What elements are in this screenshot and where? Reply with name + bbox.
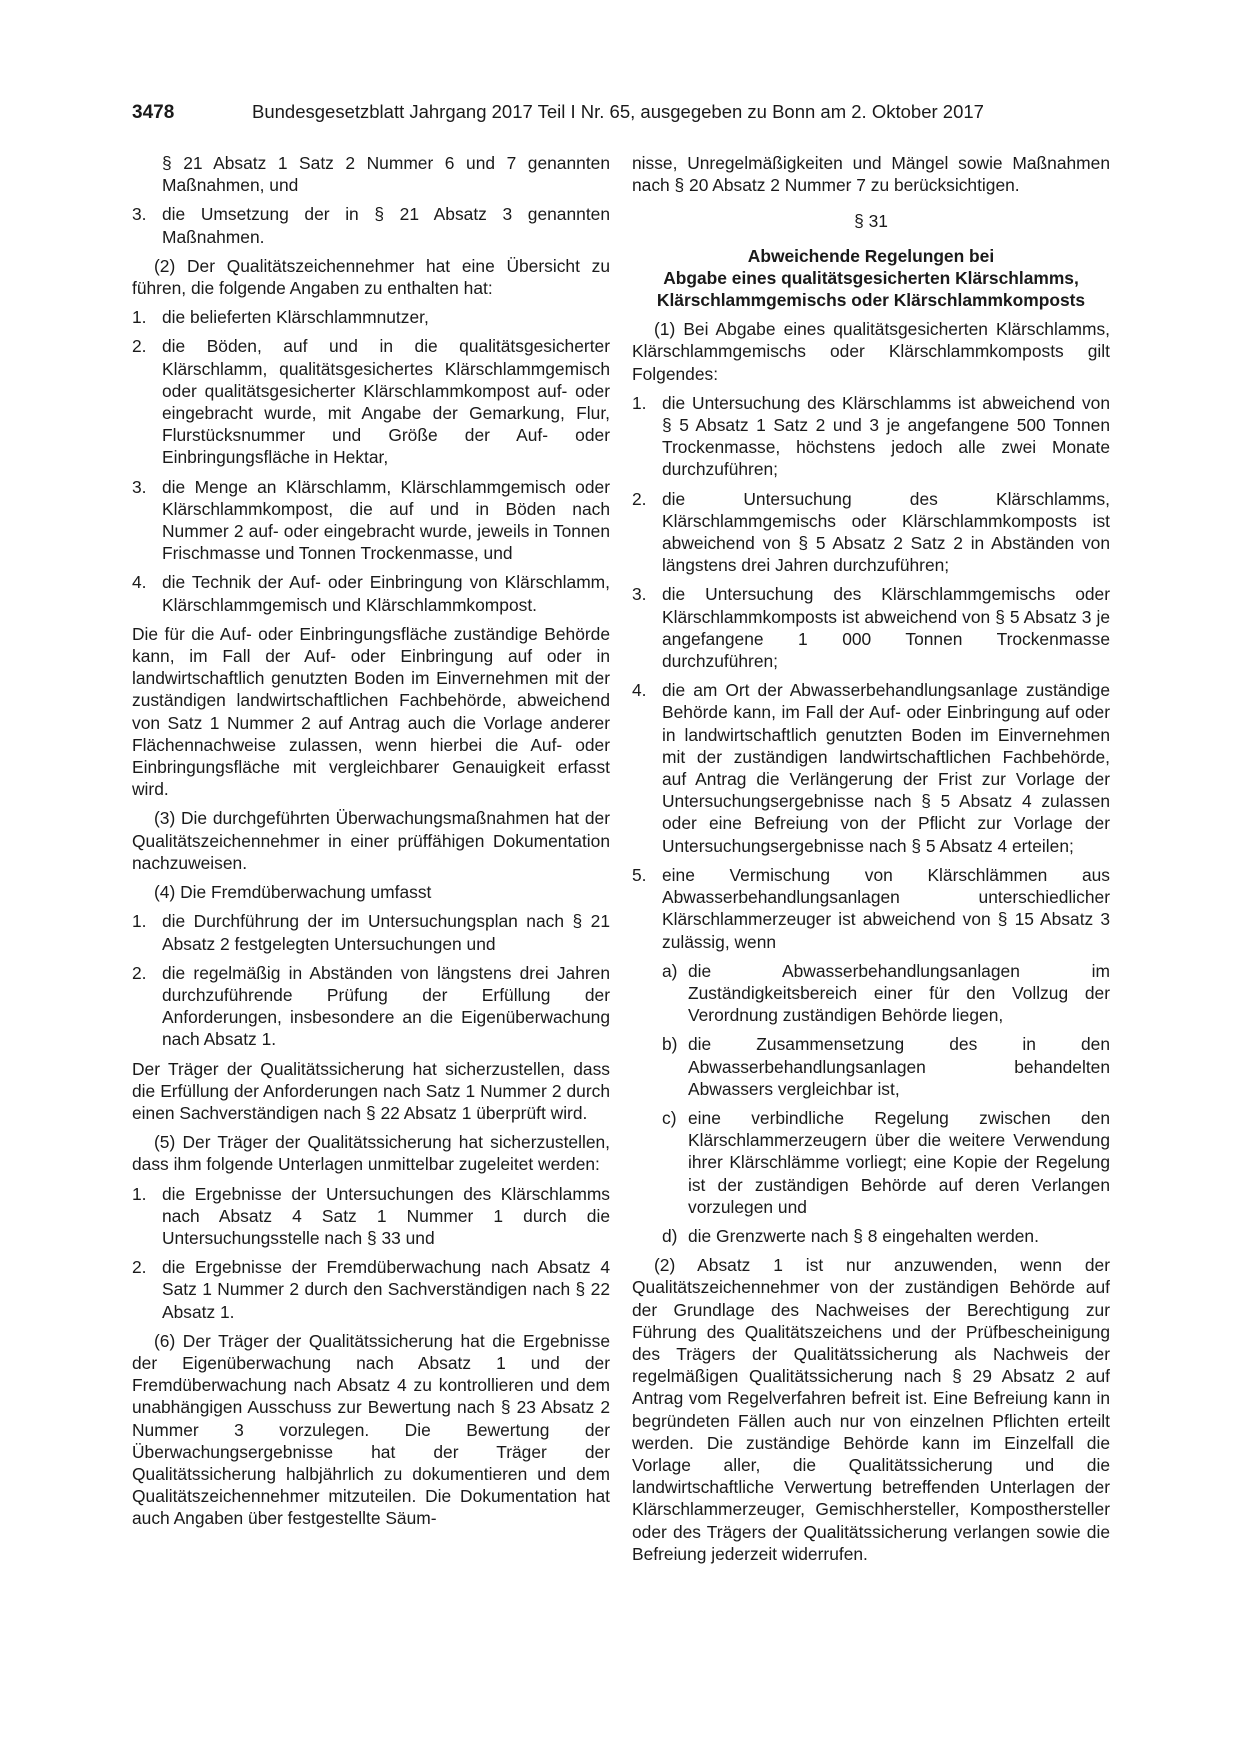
list-item <box>632 583 1110 672</box>
list-number: a) <box>662 960 678 981</box>
list-number: 3. <box>632 584 647 605</box>
list-item <box>662 1225 1110 1247</box>
list-item <box>132 203 610 247</box>
header-title: Bundesgesetzblatt Jahrgang 2017 Teil I Nr. 65, ausgegeben zu Bonn am 2. Oktober 2017 <box>252 101 984 122</box>
list-text: eine Vermischung von Klärschlämmen aus Abwasserbehandlungsanlagen unterschiedlicher Klärschlammerzeuger ist abweichend von § 15 Absatz 3 zulässig, wenn <box>662 864 1110 952</box>
paragraph-4-continuation: Der Träger der Qualitätssicherung hat sicherzustellen, dass die Erfüllung der Anforderungen nach Satz 1 Nummer 2 durch einen Sachverständigen nach § 22 Absatz 1 überprüft wird. <box>132 1058 610 1123</box>
list-text: die Abwasserbehandlungsanlagen im Zuständigkeitsbereich einer für den Vollzug der Verordnung zuständigen Behörde liegen, <box>688 960 1110 1026</box>
section-title <box>632 245 1110 312</box>
paragraph-6: (6) Der Träger der Qualitätssicherung hat die Ergebnisse der Eigenüberwachung nach Absatz 1 und der Fremdüberwachung nach Absatz 4 zu kontrollieren und dem unabhängigen Ausschuss zur Bewertung nach § 23 Absatz 2 Nummer 3 vorzulegen. Die Bewertung der Überwachungsergebnisse hat der Träger der Qualitätssicherung halbjährlich zu dokumentieren und dem Qualitätszeichennehmer mitzuteilen. Die Dokumentation hat auch Angaben über festgestellte Säum- <box>132 1330 610 1529</box>
list-text: die Menge an Klärschlamm, Klärschlammgemisch oder Klärschlammkompost, die auf und in Böden nach Nummer 2 auf- oder eingebracht wurde, jeweils in Tonnen Frischmasse und Tonnen Trockenmasse, und <box>162 476 610 564</box>
list-text: die Zusammensetzung des in den Abwasserbehandlungsanlagen behandelten Abwassers vergleichbar ist, <box>688 1034 1110 1099</box>
list-text: die Böden, auf und in die qualitätsgesicherter Klärschlamm, qualitätsgesichertes Klärschlammgemisch oder qualitätsgesicherter Klärschlammkompost auf- oder eingebracht wurde, mit Angabe der Gemarkung, Flur, Flurstücksnummer und Größe der Auf- oder Einbringungsfläche in Hektar, <box>162 336 610 468</box>
list-text: die Durchführung der im Untersuchungsplan nach § 21 Absatz 2 festgelegten Untersuchungen und <box>162 911 610 954</box>
list-paragraph-2 <box>132 306 610 616</box>
sublist-item-5 <box>632 960 1110 1247</box>
list-text: die Umsetzung der in § 21 Absatz 3 genannten Maßnahmen. <box>162 204 610 247</box>
list-text: die Untersuchung des Klärschlammgemischs oder Klärschlammkomposts ist abweichend von § 5 Absatz 3 je angefangene 1 000 Tonnen Trockenmasse durchzuführen; <box>662 584 1110 672</box>
list-item <box>632 679 1110 857</box>
list-number: 4. <box>132 572 147 593</box>
list-number: 2. <box>132 1257 147 1278</box>
list-text: die Grenzwerte nach § 8 eingehalten werden. <box>688 1225 1039 1246</box>
section-title-line: Abgabe eines qualitätsgesicherten Klärschlamms, <box>663 267 1079 288</box>
section-31-paragraph-1: (1) Bei Abgabe eines qualitätsgesicherten Klärschlamms, Klärschlammgemischs oder Klärschlammkomposts gilt Folgendes: <box>632 319 1110 384</box>
paragraph-2-continuation: Die für die Auf- oder Einbringungsfläche zuständige Behörde kann, im Fall der Auf- oder Einbringung auf oder in landwirtschaftlich genutzten Boden im Einvernehmen mit der zuständigen landwirtschaftlichen Fachbehörde, abweichend von Satz 1 Nummer 2 auf Antrag auch die Vorlage anderer Flächennachweise zulassen, wenn hierbei die Auf- oder Einbringungsfläche mit vergleichbarer Genauigkeit erfasst wird. <box>132 623 610 800</box>
continued-paragraph-text: nisse, Unregelmäßigkeiten und Mängel sowie Maßnahmen nach § 20 Absatz 2 Nummer 7 zu berücksichtigen. <box>632 153 1110 196</box>
list-number: 4. <box>632 680 647 701</box>
list-text: die Ergebnisse der Untersuchungen des Klärschlamms nach Absatz 4 Satz 1 Nummer 1 durch die Untersuchungsstelle nach § 33 und <box>162 1183 610 1248</box>
list-item <box>632 864 1110 953</box>
list-number: 3. <box>132 476 147 497</box>
list-number: 1. <box>632 392 647 413</box>
section-31-paragraph-2: (2) Absatz 1 ist nur anzuwenden, wenn der Qualitätszeichennehmer von der zuständigen Behörde auf der Grundlage des Nachweises der Berechtigung zur Führung des Qualitätszeichens und der Prüfbescheinigung des Trägers der Qualitätssicherung als Nachweis der regelmäßigen Qualitätssicherung nach § 29 Absatz 2 auf Antrag vom Regelverfahren befreit ist. Eine Befreiung kann in begründeten Fällen auch nur von einzelnen Pflichten erteilt werden. Die zuständige Behörde kann im Einzelfall die Vorlage aller, die Qualitätssicherung und die landwirtschaftliche Verwertung betreffenden Unterlagen der Klärschlammerzeuger, Gemischhersteller, Komposthersteller oder des Trägers der Qualitätssicherung verlangen sowie die Befreiung jederzeit widerrufen. <box>632 1255 1110 1564</box>
list-number: 1. <box>132 1183 147 1204</box>
list-text: die Untersuchung des Klärschlamms ist abweichend von § 5 Absatz 1 Satz 2 und 3 je angefangene 500 Tonnen Trockenmasse, höchstens jedoch alle zwei Monate durchzuführen; <box>662 392 1110 480</box>
list-paragraph-4 <box>132 910 610 1050</box>
list-item <box>662 960 1110 1027</box>
section-title-line: Abweichende Regelungen bei <box>747 245 995 266</box>
list-item <box>632 488 1110 577</box>
list-number: c) <box>662 1107 677 1128</box>
list-item <box>132 1256 610 1323</box>
list-item <box>132 306 610 328</box>
list-text: die Ergebnisse der Fremdüberwachung nach Absatz 4 Satz 1 Nummer 2 durch den Sachverständigen nach § 22 Absatz 1. <box>162 1257 610 1322</box>
paragraph-5: (5) Der Träger der Qualitätssicherung hat sicherzustellen, dass ihm folgende Unterlagen unmittelbar zugeleitet werden: <box>132 1132 610 1175</box>
list-number: 5. <box>632 864 647 885</box>
list-number: 2. <box>132 962 147 983</box>
list-text: die Untersuchung des Klärschlamms, Klärschlammgemischs oder Klärschlammkomposts ist abweichend von § 5 Absatz 2 Satz 2 in Abständen von längstens drei Jahren durchzuführen; <box>662 488 1110 576</box>
list-text: eine verbindliche Regelung zwischen den Klärschlammerzeugern über die weitere Verwendung ihrer Klärschlämme vorliegt; eine Kopie der Regelung ist der zuständigen Behörde auf deren Verlangen vorzulegen und <box>688 1107 1110 1217</box>
list-text: die Technik der Auf- oder Einbringung von Klärschlamm, Klärschlammgemisch und Klärschlammkompost. <box>162 572 610 615</box>
list-item <box>132 335 610 468</box>
list-number: 3. <box>132 204 147 225</box>
list-item <box>132 1183 610 1250</box>
list-paragraph-5 <box>132 1183 610 1323</box>
list-text: die belieferten Klärschlammnutzer, <box>162 307 429 328</box>
list-item <box>632 392 1110 481</box>
list-item <box>662 1033 1110 1100</box>
list-number: 2. <box>632 488 647 509</box>
list-item <box>132 476 610 565</box>
list-number: 2. <box>132 336 147 357</box>
page-number: 3478 <box>132 102 175 123</box>
list-item <box>132 910 610 954</box>
list-item <box>662 1107 1110 1218</box>
list-number: 1. <box>132 911 147 932</box>
section-number: § 31 <box>854 211 888 232</box>
list-text: die am Ort der Abwasserbehandlungsanlage zuständige Behörde kann, im Fall der Auf- oder Einbringung auf oder in landwirtschaftlich genutzten Boden im Einvernehmen mit der zuständigen landwirtschaftlichen Fachbehörde, auf Antrag die Verlängerung der Frist zur Vorlage der Untersuchungsergebnisse nach § 5 Absatz 4 zulassen oder eine Befreiung von der Pflicht zur Vorlage der Untersuchungsergebnisse nach § 5 Absatz 4 erteilen; <box>662 680 1110 856</box>
list-number: 1. <box>132 307 147 328</box>
right-column <box>632 152 1110 1572</box>
continued-item-text: § 21 Absatz 1 Satz 2 Nummer 6 und 7 genannten Maßnahmen, und <box>162 153 610 196</box>
paragraph-4: (4) Die Fremdüberwachung umfasst <box>154 882 432 903</box>
list-item <box>132 962 610 1051</box>
page-header <box>132 100 1108 125</box>
list-number: d) <box>662 1225 678 1246</box>
paragraph-2: (2) Der Qualitätszeichennehmer hat eine Übersicht zu führen, die folgende Angaben zu enthalten hat: <box>132 255 610 299</box>
list-number: b) <box>662 1034 678 1055</box>
list-section-31-paragraph-1 <box>632 392 1110 953</box>
section-title-line: Klärschlammgemischs oder Klärschlammkomposts <box>656 290 1086 311</box>
paragraph-3: (3) Die durchgeführten Überwachungsmaßnahmen hat der Qualitätszeichennehmer in einer prüffähigen Dokumentation nachzuweisen. <box>132 808 610 873</box>
list-item <box>132 571 610 615</box>
left-column <box>132 152 610 1537</box>
list-text: die regelmäßig in Abständen von längstens drei Jahren durchzuführende Prüfung der Erfüllung der Anforderungen, insbesondere an die Eigenüberwachung nach Absatz 1. <box>162 962 610 1050</box>
